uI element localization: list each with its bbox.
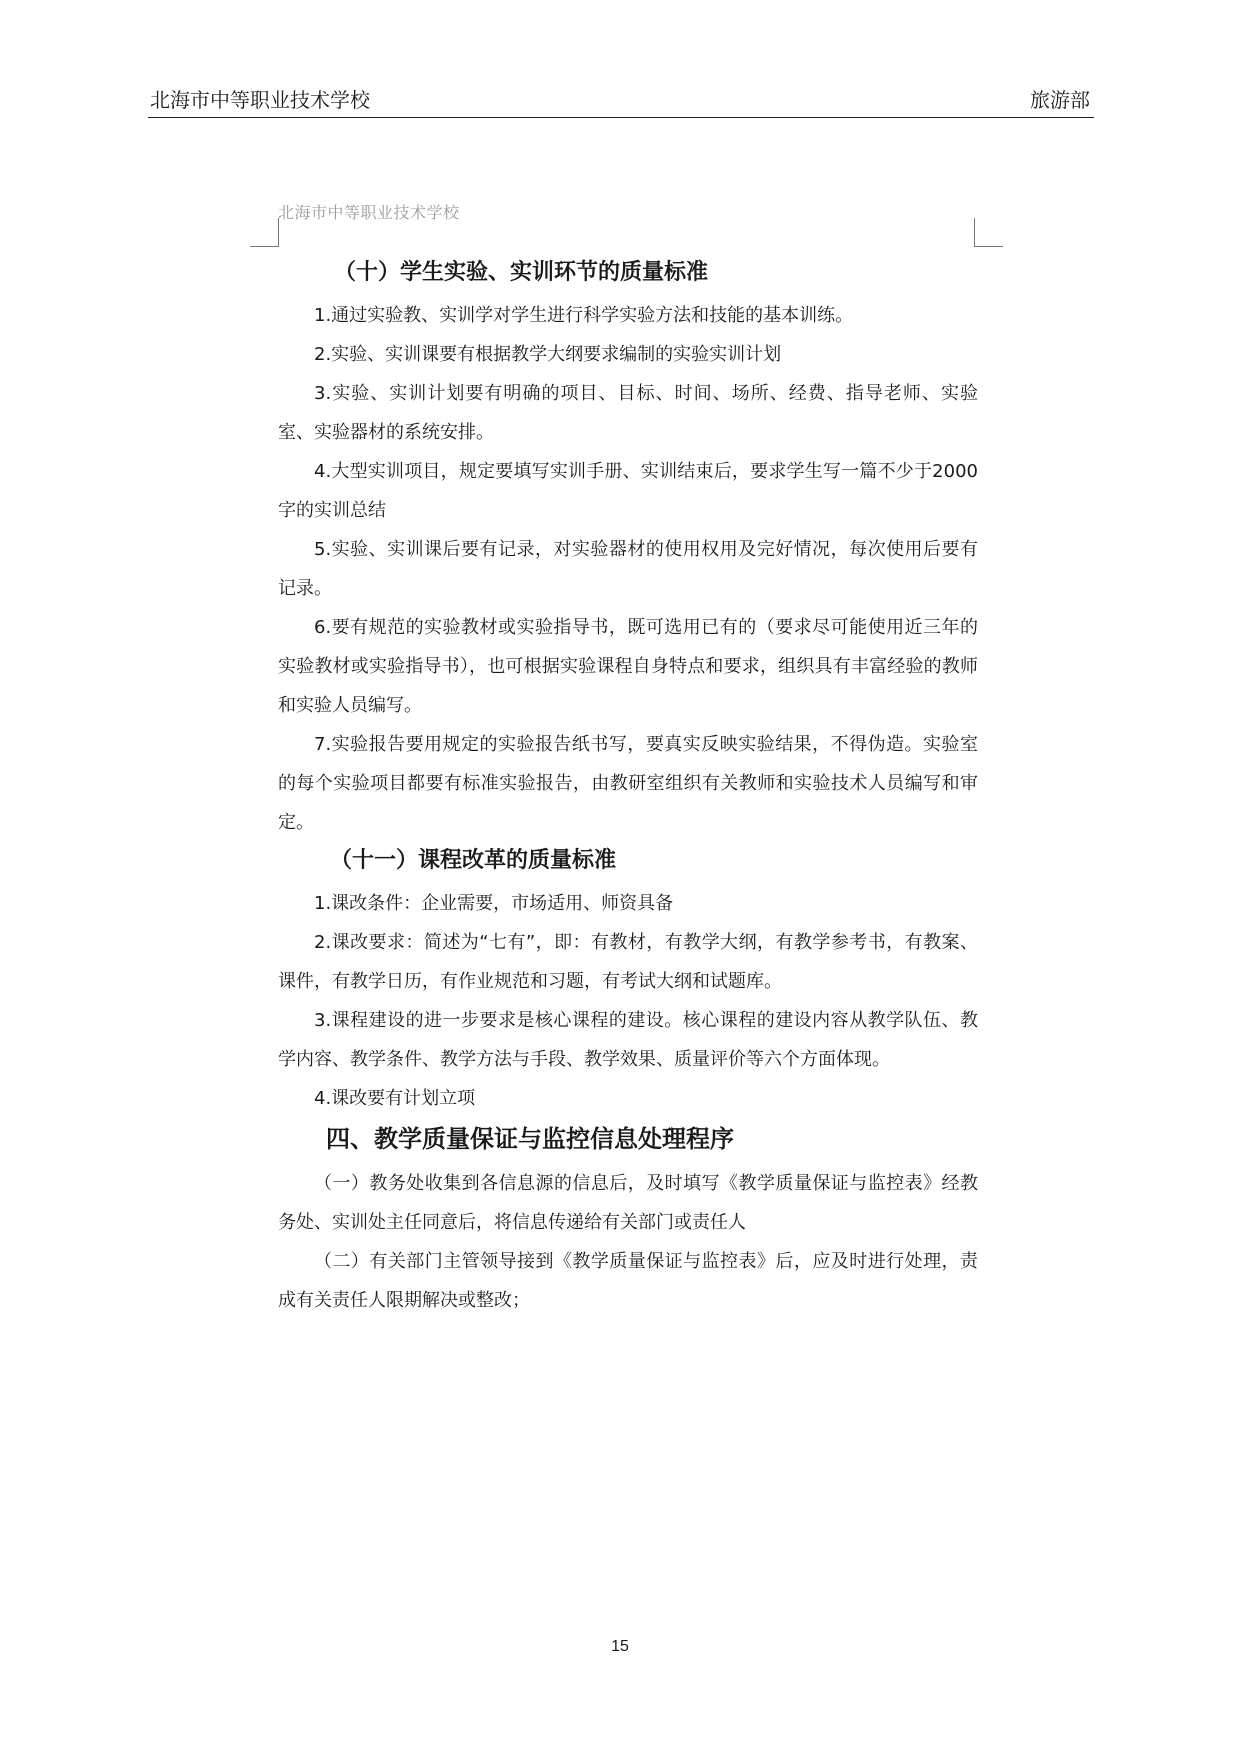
section-11-item-1: 1.课改条件：企业需要，市场适用、师资具备 bbox=[314, 893, 674, 914]
header-rule bbox=[148, 117, 1094, 118]
page-header bbox=[148, 86, 1094, 114]
section-10-title: （十）学生实验、实训环节的质量标准 bbox=[334, 260, 709, 285]
crop-mark-left bbox=[250, 218, 279, 247]
chapter-4-item-1: （一）教务处收集到各信息源的信息后，及时填写《教学质量保证与监控表》经教务处、实训处主任同意后，将信息传递给有关部门或责任人 bbox=[278, 1173, 978, 1233]
section-10-item-6: 6.要有规范的实验教材或实验指导书，既可选用已有的（要求尽可能使用近三年的实验教材或实验指导书），也可根据实验课程自身特点和要求，组织具有丰富经验的教师和实验人员编写。 bbox=[278, 617, 978, 716]
chapter-4-item-2: （二）有关部门主管领导接到《教学质量保证与监控表》后，应及时进行处理，责成有关责任人限期解决或整改； bbox=[278, 1251, 978, 1311]
section-10-item-3: 3.实验、实训计划要有明确的项目、目标、时间、场所、经费、指导老师、实验室、实验器材的系统安排。 bbox=[278, 383, 978, 443]
crop-mark-right bbox=[974, 218, 1003, 247]
document-body bbox=[278, 254, 978, 1320]
section-10-item-7: 7.实验报告要用规定的实验报告纸书写，要真实反映实验结果，不得伪造。实验室的每个实验项目都要有标准实验报告，由教研室组织有关教师和实验技术人员编写和审定。 bbox=[278, 734, 978, 833]
chapter-4-title: 四、教学质量保证与监控信息处理程序 bbox=[326, 1125, 734, 1153]
inner-page-header: 北海市中等职业技术学校 bbox=[278, 203, 460, 222]
page-number: 15 bbox=[611, 1638, 629, 1655]
school-name: 北海市中等职业技术学校 bbox=[150, 88, 370, 112]
section-11-item-3: 3.课程建设的进一步要求是核心课程的建设。核心课程的建设内容从教学队伍、教学内容、教学条件、教学方法与手段、教学效果、质量评价等六个方面体现。 bbox=[278, 1010, 978, 1070]
department-name: 旅游部 bbox=[1030, 88, 1090, 112]
section-10-item-1: 1.通过实验教、实训学对学生进行科学实验方法和技能的基本训练。 bbox=[314, 305, 854, 326]
section-11-item-4: 4.课改要有计划立项 bbox=[314, 1088, 476, 1109]
section-10-item-5: 5.实验、实训课后要有记录，对实验器材的使用权用及完好情况，每次使用后要有记录。 bbox=[278, 539, 978, 599]
section-11-title: （十一）课程改革的质量标准 bbox=[330, 848, 617, 873]
section-10-item-2: 2.实验、实训课要有根据教学大纲要求编制的实验实训计划 bbox=[314, 344, 782, 365]
section-10-item-4: 4.大型实训项目，规定要填写实训手册、实训结束后，要求学生写一篇不少于2000字的实训总结 bbox=[278, 461, 978, 521]
section-11-item-2: 2.课改要求：简述为“七有”，即：有教材，有教学大纲，有教学参考书，有教案、课件，有教学日历，有作业规范和习题，有考试大纲和试题库。 bbox=[278, 932, 978, 992]
